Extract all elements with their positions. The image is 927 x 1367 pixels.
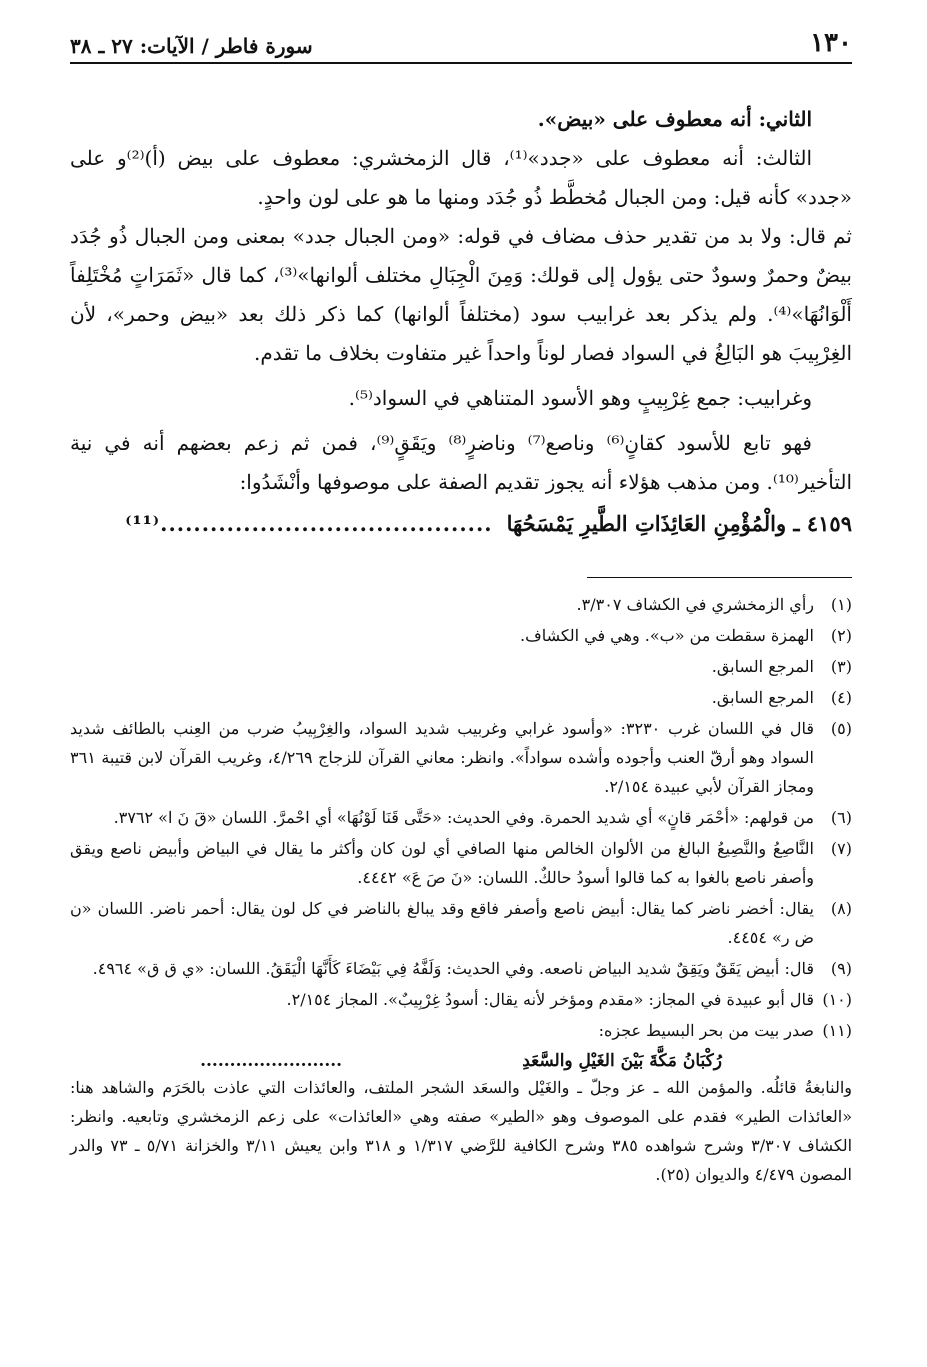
footnote-text: رأي الزمخشري في الكشاف ٣/٣٠٧. xyxy=(576,595,814,614)
paragraph-gharabib: وغرابيب: جمع غِرْبِيبٍ وهو الأسود المتناهي في السواد⁽⁵⁾. xyxy=(348,386,812,410)
main-text xyxy=(70,100,852,543)
page-number: ١٣٠ xyxy=(810,28,852,58)
paragraph-third: الثالث: أنه معطوف على «جدد»⁽¹⁾، قال الزمخشري: معطوف على بيض (أ)⁽²⁾و على «جدد» كأنه قيل: ومن الجبال مُخطَّط ذُو جُدَد ومنها ما هو على لون واحدٍ. xyxy=(70,146,852,209)
footnote-divider xyxy=(587,577,852,578)
paragraph-then-said: ثم قال: ولا بد من تقدير حذف مضاف في قوله: «ومن الجبال جدد» بمعنى ومن الجبال ذُو جُدَد بيضٌ وحمرٌ وسودٌ حتى يؤول إلى قولك: وَمِنَ الْجِبَالِ مختلف ألوانها»⁽³⁾، كما قال «ثَمَرَاتٍ مُخْتَلِفاً أَلْوَانُهَا»⁽⁴⁾. ولم يذكر بعد غرابيب سود (مختلفاً ألوانها) كما ذكر ذلك بعد «بيض وحمر»، لأن الغِرْبِيبَ هو البَالِغُ في السواد فصار لوناً واحداً غير متفاوت بخلاف ما تقدم. xyxy=(70,224,853,365)
poem-hemistich xyxy=(70,1047,852,1073)
footnote-number: (١٠) xyxy=(822,990,852,1009)
footnote-number: (٢) xyxy=(830,626,852,645)
footnote-number: (٩) xyxy=(830,959,852,978)
footnote-number: (٥) xyxy=(830,719,852,738)
footnote-text: المرجع السابق. xyxy=(711,688,814,707)
verse-text: ٤١٥٩ ـ والْمُؤْمِنِ العَائِذَاتِ الطَّيرِ يَمْسَحُهَا xyxy=(506,511,852,536)
footnote-number: (٦) xyxy=(830,808,852,827)
verse-dots: ........................................⁽¹¹⁾ xyxy=(125,511,493,536)
footnote-text: صدر بيت من بحر البسيط عجزه: xyxy=(598,1021,814,1040)
footnote-text: يقال: أخضر ناضر كما يقال: أبيض ناصع وأصفر فاقع وقد يبالغ بالناضر في كل لون يقال: أحمر ناضر. اللسان «ن ض ر» ٤٤٥٤. xyxy=(70,899,814,947)
footnotes xyxy=(70,590,852,1045)
footnote xyxy=(70,834,852,892)
footnote xyxy=(70,1016,852,1045)
footnote xyxy=(70,894,852,952)
footnote-number: (٧) xyxy=(830,839,852,858)
poem-dots: ........................ xyxy=(200,1051,343,1071)
footnote xyxy=(70,621,852,650)
footnote-text: الهمزة سقطت من «ب». وهي في الكشاف. xyxy=(520,626,814,645)
footnote xyxy=(70,714,852,801)
running-title: سورة فاطر / الآيات: ٢٧ ـ ٣٨ xyxy=(70,34,313,58)
footnote-text: قال: أبيض يَقَقٌ ويَقِقٌ شديد البياض ناصعه. وفي الحديث: وَلَفَّهُ فِي بَيْضَاءَ كَأَنَّهَا الْيَقَقُ. اللسان: «ي ق ق» ٤٩٦٤. xyxy=(92,959,814,978)
footnote-number: (١١) xyxy=(822,1021,852,1040)
footnote-number: (٨) xyxy=(830,899,852,918)
footnote-text: من قولهم: «أحْمَر قانٍ» أي شديد الحمرة. وفي الحديث: «حَتَّى قَنَا لَوْنُهَا» أي احْمرَّ. اللسان «قَ نَ ا» ٣٧٦٢. xyxy=(113,808,814,827)
footnote xyxy=(70,954,852,983)
verse-line xyxy=(70,504,852,543)
footnote-text: النَّاصِعُ والنَّصِيعُ البالغ من الألوان الخالص منها الصافي أي لون كان وأكثر ما يقال في البياض وأبيض ناصع ويقق وأصفر ناصع بالغوا به كما قالوا أسودُ حالكٌ. اللسان: «نَ صَ عَ» ٤٤٤٢. xyxy=(70,839,814,887)
footnote-text: قال في اللسان غرب ٣٢٣٠: «وأسود غرابي وغربيب شديد السواد، والغِرْبِيبُ ضرب من العِنب بالطائف شديد السواد وهو أرقّ العنب وأجوده وأشده سواداً». وانظر: معاني القرآن للزجاج ٤/٢٦٩، وغريب القرآن لابن قتيبة ٣٦١ ومجاز القرآن لأبي عبيدة ٢/١٥٤. xyxy=(70,719,815,796)
footnote-number: (٣) xyxy=(830,657,852,676)
footnote xyxy=(70,683,852,712)
footnote-continuation: والنابغةُ قائلُه. والمؤمن الله ـ عز وجلّ ـ والغَيْل والسعَد الشجر الملتف، والعائذات التي عاذت بالحَرَم والشاهد هنا: «العائذات الطير» فقدم على الموصوف وهو «الطير» صفته وهي «العائذات» على زعم الزمخشري وتابعيه. وانظر: الكشاف ٣/٣٠٧ وشرح شواهده ٣٨٥ وشرح الكافية للرَّضي ١/٣١٧ و ٣١٨ وابن يعيش ٣/١١ والخزانة ٥/٧١ ـ ٧٣ والدر المصون ٤/٤٧٩ والديوان (٢٥). xyxy=(70,1078,853,1184)
footnote-number: (١) xyxy=(830,595,852,614)
footnote-number: (٤) xyxy=(830,688,852,707)
footnote-text: قال أبو عبيدة في المجاز: «مقدم ومؤخر لأنه يقال: أسودُ غِرْبِيبٌ». المجاز ٢/١٥٤. xyxy=(286,990,814,1009)
footnote xyxy=(70,985,852,1014)
footnote xyxy=(70,590,852,619)
footnote-text: المرجع السابق. xyxy=(711,657,814,676)
poem-text: رُكْبَانُ مَكَّةَ بَيْنَ الغَيْلِ والسَّعَدِ xyxy=(522,1051,722,1071)
page xyxy=(70,28,852,1189)
footnote xyxy=(70,803,852,832)
paragraph-second: الثاني: أنه معطوف على «بيض». xyxy=(537,107,812,131)
running-header xyxy=(70,28,852,64)
paragraph-follower: فهو تابع للأسود كقانٍ⁽⁶⁾ وناصع⁽⁷⁾ وناضرٍ⁽⁸⁾ ويَقَقٍ⁽⁹⁾، فمن ثم زعم بعضهم أنه في نية التأخير⁽¹⁰⁾. ومن مذهب هؤلاء أنه يجوز تقديم الصفة على موصوفها وأنْشَدُوا: xyxy=(70,431,852,494)
footnote xyxy=(70,652,852,681)
